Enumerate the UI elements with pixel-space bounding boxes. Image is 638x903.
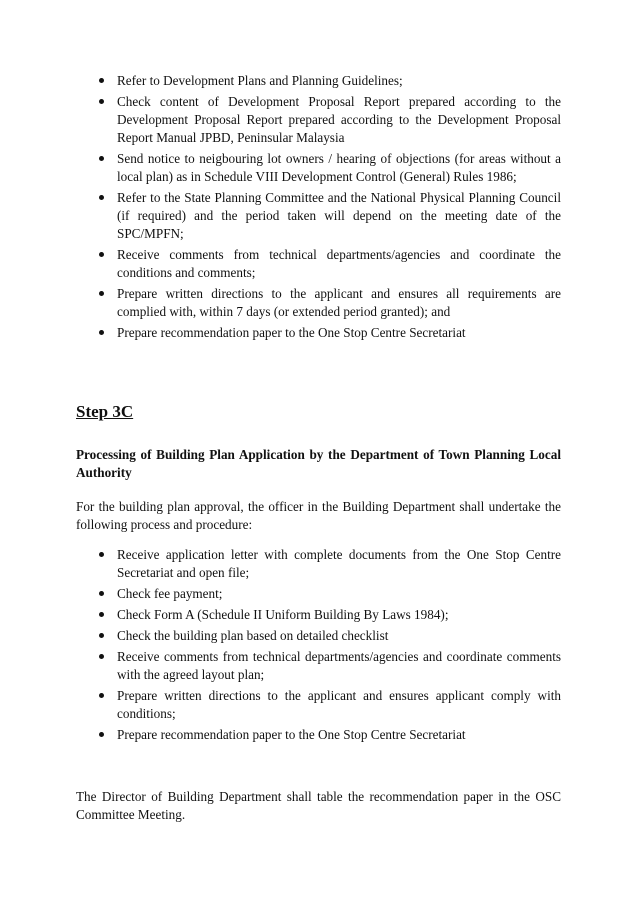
list-item bbox=[99, 606, 561, 624]
bullet-icon bbox=[99, 693, 104, 698]
bullet-icon bbox=[99, 612, 104, 617]
intro-paragraph: For the building plan approval, the officer in the Building Department shall undertake the following process and procedure: bbox=[76, 499, 561, 532]
bullet-icon bbox=[99, 633, 104, 638]
list-item-text: Receive comments from technical departments/agencies and coordinate comments with the agreed layout plan; bbox=[117, 649, 561, 682]
bullet-icon bbox=[99, 99, 104, 104]
list-item bbox=[99, 150, 561, 186]
list-item-text: Prepare recommendation paper to the One Stop Centre Secretariat bbox=[117, 727, 466, 742]
list-item-text: Send notice to neigbouring lot owners / hearing of objections (for areas without a local plan) as in Schedule VIII Development Control (General) Rules 1986; bbox=[117, 151, 561, 184]
bullet-icon bbox=[99, 252, 104, 257]
list-item-text: Check the building plan based on detailed checklist bbox=[117, 628, 389, 643]
list-item bbox=[99, 687, 561, 723]
list-item-text: Check Form A (Schedule II Uniform Building By Laws 1984); bbox=[117, 607, 449, 622]
list-item bbox=[99, 627, 561, 645]
list-item bbox=[99, 585, 561, 603]
section-title: Processing of Building Plan Application by the Department of Town Planning Local Authority bbox=[76, 447, 561, 480]
bullet-icon bbox=[99, 591, 104, 596]
list-item-text: Refer to the State Planning Committee and the National Physical Planning Council (if required) and the period taken will depend on the meeting date of the SPC/MPFN; bbox=[117, 190, 561, 241]
step-heading: Step 3C bbox=[76, 402, 134, 421]
list-item-text: Check fee payment; bbox=[117, 586, 223, 601]
bullet-icon bbox=[99, 156, 104, 161]
list-item-text: Prepare recommendation paper to the One Stop Centre Secretariat bbox=[117, 325, 466, 340]
list-item-text: Receive application letter with complete documents from the One Stop Centre Secretariat and open file; bbox=[117, 547, 561, 580]
list-item-text: Receive comments from technical departments/agencies and coordinate the conditions and comments; bbox=[117, 247, 561, 280]
bullet-icon bbox=[99, 330, 104, 335]
list-item bbox=[99, 189, 561, 243]
list-item bbox=[99, 285, 561, 321]
list-item bbox=[99, 726, 561, 744]
bullet-icon bbox=[99, 732, 104, 737]
list-item bbox=[99, 93, 561, 147]
list-item bbox=[99, 546, 561, 582]
list-item bbox=[99, 72, 561, 90]
bullet-icon bbox=[99, 291, 104, 296]
list-item bbox=[99, 324, 561, 342]
bullet-icon bbox=[99, 552, 104, 557]
bottom-bullet-list bbox=[99, 546, 561, 747]
list-item bbox=[99, 246, 561, 282]
list-item bbox=[99, 648, 561, 684]
bullet-icon bbox=[99, 78, 104, 83]
list-item-text: Prepare written directions to the applicant and ensures all requirements are complied with, within 7 days (or extended period granted); and bbox=[117, 286, 561, 319]
list-item-text: Refer to Development Plans and Planning Guidelines; bbox=[117, 73, 403, 88]
list-item-text: Check content of Development Proposal Report prepared according to the Development Proposal Report prepared according to the Development Proposal Report Manual JPBD, Peninsular Malaysia bbox=[117, 94, 561, 145]
closing-paragraph: The Director of Building Department shall table the recommendation paper in the OSC Committee Meeting. bbox=[76, 789, 561, 822]
list-item-text: Prepare written directions to the applicant and ensures applicant comply with conditions; bbox=[117, 688, 561, 721]
bullet-icon bbox=[99, 195, 104, 200]
bullet-icon bbox=[99, 654, 104, 659]
top-bullet-list bbox=[99, 72, 561, 345]
